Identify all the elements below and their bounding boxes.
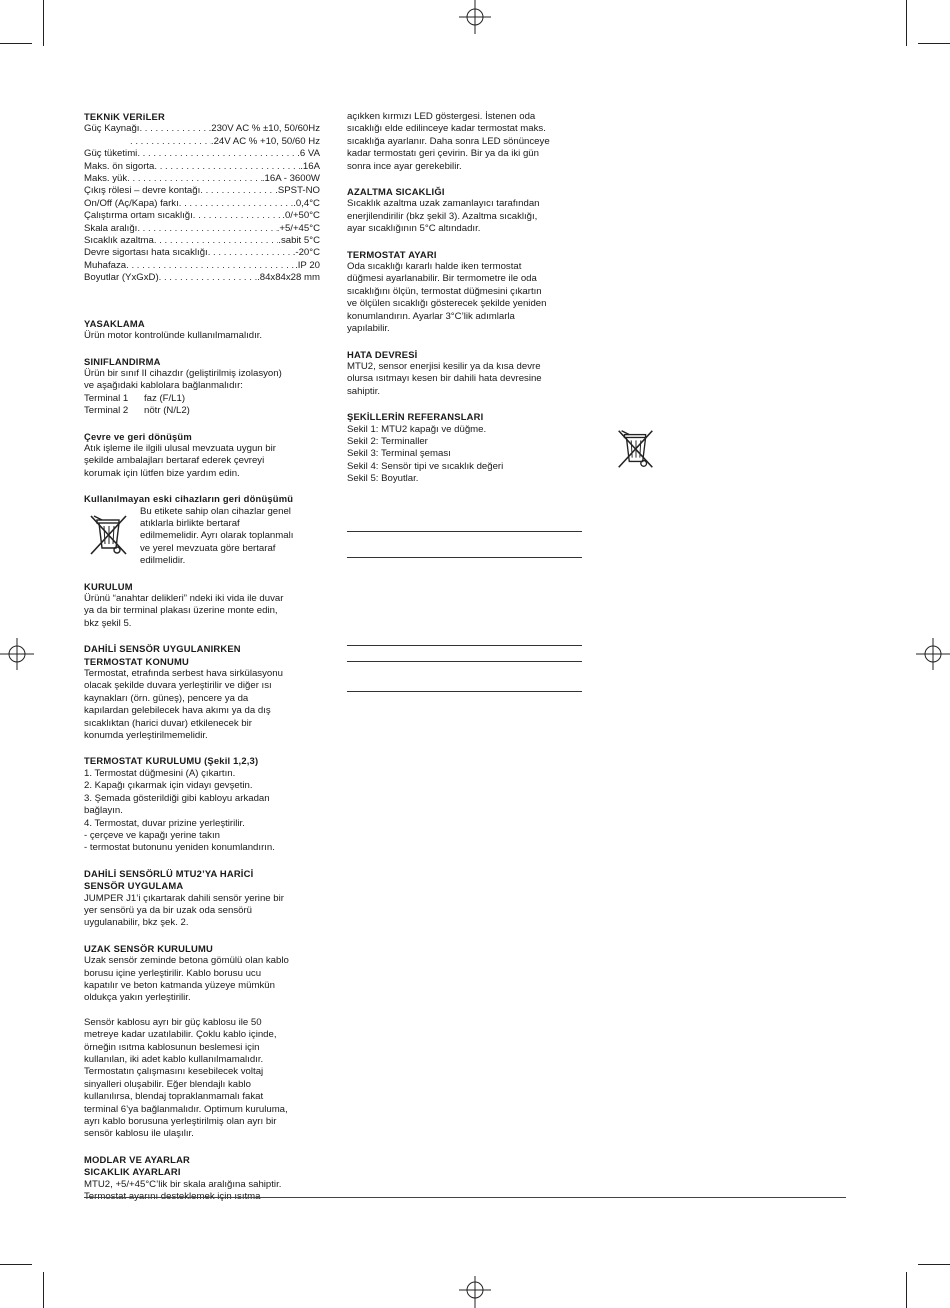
registration-mark-icon	[916, 636, 950, 672]
spec-row	[84, 173, 320, 185]
spec-label: On/Off (Aç/Kapa) farkı	[84, 197, 179, 209]
spec-label: Güç tüketimi	[84, 148, 138, 160]
terminal-name: Terminal 1	[84, 392, 129, 404]
fault-circuit-heading: HATA DEVRESİ	[347, 348, 418, 360]
spec-value: .SPST-NO	[275, 185, 320, 197]
spec-leader	[159, 272, 257, 284]
note-line	[347, 645, 582, 646]
crossed-out-wheelie-bin-icon	[84, 510, 134, 560]
terminal-row	[84, 405, 320, 417]
spec-label	[84, 136, 130, 148]
registration-mark-icon	[455, 1276, 495, 1308]
note-line	[347, 691, 582, 692]
spec-value: .0,4°C	[293, 197, 320, 209]
note-line	[347, 531, 582, 532]
prohibition-text: Ürün motor kontrolünde kullanılmamalıdır.	[84, 330, 263, 342]
weee-row	[84, 506, 320, 568]
weee-text: Bu etikete sahip olan cihazlar genel atıklarla birlikte bertaraf edilmemelidir. Ayrı olarak toplanmalı ve yerel mevzuata göre bertaraf edilmelidir.	[140, 505, 294, 567]
modes-heading: MODLAR VE AYARLAR SICAKLIK AYARLARI	[84, 1153, 191, 1178]
spec-leader	[200, 185, 275, 197]
figure-reference-item: Sekil 4: Sensör tipi ve sıcaklık değeri	[347, 460, 504, 472]
spec-label: Maks. ön sigorta	[84, 160, 155, 172]
spec-row	[84, 148, 320, 160]
spec-leader	[139, 123, 208, 135]
figure-references-section	[347, 411, 581, 485]
spec-label: Muhafaza	[84, 259, 127, 271]
spec-leader	[127, 173, 262, 185]
crop-mark	[918, 43, 950, 44]
spec-row	[84, 272, 320, 284]
remote-sensor-heading: UZAK SENSÖR KURULUMU	[84, 942, 213, 954]
internal-sensor-heading: DAHİLİ SENSÖR UYGULANIRKEN TERMOSTAT KONUMU	[84, 643, 241, 667]
figure-references-heading: ŞEKİLLERİN REFERANSLARI	[347, 411, 484, 423]
technical-data-section	[84, 111, 320, 285]
prohibition-section	[84, 318, 320, 343]
spec-row	[84, 161, 320, 173]
thermostat-install-heading: TERMOSTAT KURULUMU (Şekil 1,2,3)	[84, 755, 259, 767]
spec-row	[84, 136, 320, 148]
terminal-desc: faz (F/L1)	[144, 392, 186, 404]
fault-circuit-section	[347, 349, 581, 399]
terminal-name: Terminal 2	[84, 405, 129, 417]
spec-value: .84x84x28 mm	[257, 272, 320, 284]
modes-text: MTU2, +5/+45°C’lik bir skala aralığına sahiptir. Termostat ayarını desteklemek için ısıtma	[84, 1178, 282, 1203]
spec-value: .16A - 3600W	[261, 173, 320, 185]
spec-value: .+5/+45°C	[276, 222, 320, 234]
environment-section	[84, 431, 320, 481]
spec-label: Devre sigortası hata sıcaklığı	[84, 247, 208, 259]
classification-section	[84, 356, 320, 418]
weee-section	[84, 493, 320, 567]
internal-sensor-section	[84, 643, 320, 742]
remote-sensor-cable-text: Sensör kablosu ayrı bir güç kablosu ile 50 metreye kadar uzatılabilir. Çoklu kablo içinde, örneğin ısıtma kablosunun beslemesi için kullanılan, iki adet kablo kullanılmamalıdır. Termostatın çalışmasını kesebilecek voltaj sinyalleri oluşabilir. Eğer blendajlı kablo kullanılırsa, blendaj topraklanmamalı fakat terminal 6’ya bağlanmalıdır. Optimum kuruluma, ayrı kablo borusuna yerleştirilmiş olan ayrı bir sensör kablosu ile ulaşılır.	[84, 1016, 288, 1140]
spec-row	[84, 260, 320, 272]
installation-text: Ürünü “anahtar delikleri” ndeki iki vida ile duvar ya da bir terminal plakası üzerine monte edin, bkz şekil 5.	[84, 593, 284, 629]
figure-reference-item: Sekil 2: Terminaller	[347, 435, 428, 447]
figure-reference-item: Sekil 1: MTU2 kapağı ve düğme.	[347, 423, 487, 435]
classification-text: Ürün bir sınıf II cihazdır (geliştirilmiş izolasyon) ve aşağıdaki kablolara bağlanmalıdır:	[84, 367, 282, 392]
right-column	[347, 111, 581, 499]
spec-label: Çalıştırma ortam sıcaklığı	[84, 210, 193, 222]
note-line	[347, 557, 582, 558]
spec-value: .IP 20	[295, 259, 320, 271]
thermostat-install-section	[84, 755, 320, 854]
crop-mark	[0, 43, 32, 44]
spec-row	[84, 185, 320, 197]
prohibition-heading: YASAKLAMA	[84, 317, 145, 329]
external-sensor-section	[84, 868, 320, 930]
spec-label: Güç Kaynağı	[84, 123, 140, 135]
spec-leader	[130, 136, 211, 148]
footer-rule	[84, 1197, 846, 1198]
spec-leader	[126, 260, 295, 272]
weee-heading: Kullanılmayan eski cihazların geri dönüşümü	[84, 493, 294, 505]
left-column	[84, 111, 320, 1216]
technical-data-heading: TEKNiK VERiLER	[84, 111, 165, 122]
spec-leader	[193, 210, 283, 222]
spec-leader	[154, 235, 278, 247]
remote-sensor-text: Uzak sensör zeminde betona gömülü olan kablo borusu içine yerleştirilir. Kablo borusu ucu kapatılır ve beton katmanda yüzeye mümkün oldukça yakın yerleştirilir.	[84, 955, 289, 1004]
spec-value: .sabit 5°C	[278, 235, 320, 247]
crossed-out-wheelie-bin-icon	[612, 424, 660, 474]
spec-row	[84, 247, 320, 259]
installation-section	[84, 581, 320, 631]
spec-row	[84, 235, 320, 247]
adjustment-text: Oda sıcaklığı kararlı halde iken termostat düğmesi ayarlanabilir. Bir termometre ile oda sıcaklığını ölçün, termostat düğmesini çıkartın ve ölçülen sıcaklığı gösterecek şekilde yeniden konumlandırın. Ayarlar 3°C’lik adımlarla yapılabilir.	[347, 261, 547, 335]
spec-leader	[208, 247, 293, 259]
figure-reference-item: Sekil 5: Boyutlar.	[347, 473, 419, 485]
spec-value: .16A	[300, 160, 320, 172]
terminal-row	[84, 393, 320, 405]
external-sensor-heading: DAHİLİ SENSÖRLÜ MTU2’YA HARİCİ SENSÖR UYGULAMA	[84, 867, 254, 892]
spec-leader	[179, 198, 293, 210]
spec-leader	[137, 223, 276, 235]
spec-row	[84, 210, 320, 222]
terminal-desc: nötr (N/L2)	[144, 405, 190, 417]
spec-leader	[154, 161, 300, 173]
classification-heading: SINIFLANDIRMA	[84, 355, 161, 367]
crop-mark	[918, 1264, 950, 1265]
fault-circuit-text: MTU2, sensor enerjisi kesilir ya da kısa devre olursa ısıtmayı kesen bir dahili hata devresine sahiptir.	[347, 360, 542, 397]
crop-mark	[906, 1272, 907, 1308]
setback-heading: AZALTMA SICAKLIĞI	[347, 186, 445, 198]
environment-heading: Çevre ve geri dönüşüm	[84, 430, 192, 442]
continued-section	[347, 111, 581, 173]
adjustment-heading: TERMOSTAT AYARI	[347, 248, 437, 260]
crop-mark	[0, 1264, 32, 1265]
external-sensor-text: JUMPER J1’i çıkartarak dahili sensör yerine bir yer sensörü ya da bir uzak oda sensörü uygulanabilir, bkz şek. 2.	[84, 892, 284, 929]
spec-value: .0/+50°C	[282, 210, 320, 222]
spec-label: Skala aralığı	[84, 222, 138, 234]
spec-value: .6 VA	[297, 148, 320, 160]
thermostat-install-steps: 1. Termostat düğmesini (A) çıkartın. 2. Kapağı çıkarmak için vidayı gevşetin. 3. Şemada gösterildiği gibi kabloyu arkadan bağlayın. 4. Termostat, duvar prizine yerleştirilir. - çerçeve ve kapağı yerine takın - termostat butonunu yeniden konumlandırın.	[84, 767, 275, 854]
spec-value: .230V AC % ±10, 50/60Hz	[208, 123, 320, 135]
environment-text: Atık işleme ile ilgili ulusal mevzuata uygun bir şekilde ambalajları bertaraf ederek çevreyi korumak için lütfen bize yardım edin.	[84, 442, 276, 479]
spec-row	[84, 223, 320, 235]
note-line	[347, 661, 582, 662]
crop-mark	[43, 1272, 44, 1308]
crop-mark	[43, 0, 44, 46]
remote-sensor-section	[84, 943, 320, 1141]
registration-mark-icon	[0, 636, 34, 672]
spec-value: .-20°C	[292, 247, 320, 259]
spec-row	[84, 123, 320, 135]
adjustment-section	[347, 249, 581, 336]
setback-text: Sıcaklık azaltma uzak zamanlayıcı tarafından enerjilendirilir (bkz şekil 3). Azaltma sıcaklığı, ayar sıcaklığının 5°C altındadır.	[347, 198, 540, 235]
spec-value: .24V AC % +10, 50/60 Hz	[210, 135, 320, 147]
spec-label: Maks. yük	[84, 173, 128, 185]
spec-label: Sıcaklık azaltma	[84, 235, 154, 247]
setback-section	[347, 186, 581, 236]
spec-label: Boyutlar (YxGxD)	[84, 272, 159, 284]
installation-heading: KURULUM	[84, 580, 133, 592]
crop-mark	[906, 0, 907, 46]
spec-leader	[137, 148, 297, 160]
spec-label: Çıkış rölesi – devre kontağı	[84, 185, 201, 197]
figure-reference-item: Sekil 3: Terminal şeması	[347, 448, 451, 460]
internal-sensor-text: Termostat, etrafında serbest hava sirkülasyonu olacak şekilde duvara yerleştirilir ve diğer ısı kaynakları (örn. güneş), pencere ya da kapılardan gelebilecek hava akımı ya da dış sıcaklıktan (harici duvar) etkilenecek bir konumda yerleştirilmemelidir.	[84, 668, 283, 742]
spec-list	[84, 123, 320, 284]
registration-mark-icon	[455, 0, 495, 34]
spec-row	[84, 198, 320, 210]
continued-text: açıkken kırmızı LED göstergesi. İstenen oda sıcaklığı elde edilinceye kadar termostat maks. sıcaklığa ayarlanır. Daha sonra LED sönünceye kadar termostatı geri çevirin. Bir ya da iki gün sonra ince ayar gerekebilir.	[347, 111, 550, 172]
